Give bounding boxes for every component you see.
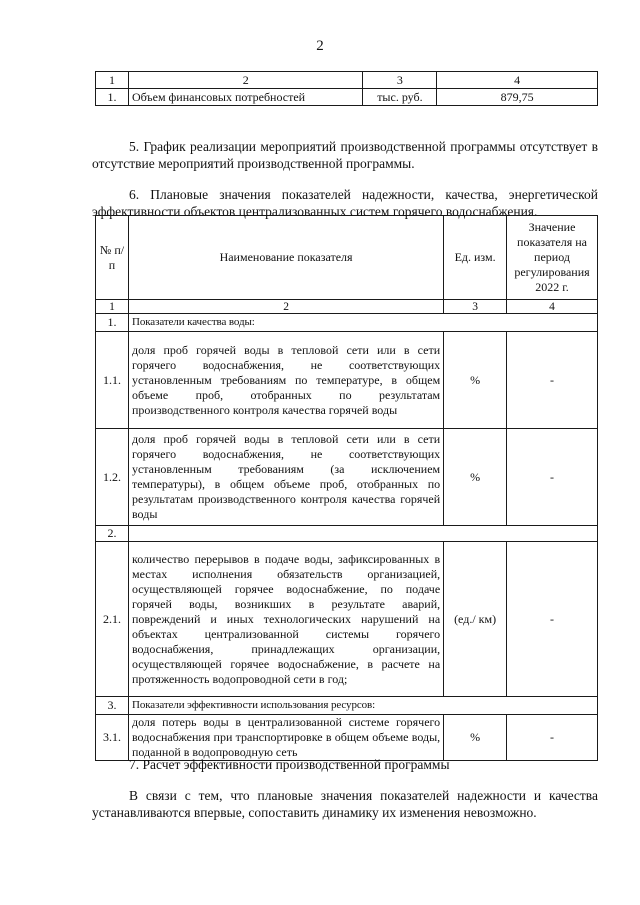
section-3-num: 3. xyxy=(96,697,129,715)
header-unit: Ед. изм. xyxy=(444,216,507,300)
indicators-table xyxy=(95,215,598,761)
row-2-1-num: 2.1. xyxy=(96,542,129,697)
row-2-1-value: - xyxy=(507,542,598,697)
row-1-2-value: - xyxy=(507,429,598,526)
paragraph-7: 7. Расчет эффективности производственной программы xyxy=(129,756,450,772)
row-3-1-name: доля потерь воды в централизованной системе горячего водоснабжения при транспортировке в общем объеме воды, поданной в водопроводную сеть xyxy=(128,715,443,761)
row-3-1-num: 3.1. xyxy=(96,715,129,761)
section-row xyxy=(96,526,598,542)
row-3-1-value: - xyxy=(507,715,598,761)
paragraph-6: 6. Плановые значения показателей надежности, качества, энергетической эффективности объектов централизованных систем горячего водоснабжения. xyxy=(92,186,598,219)
section-1-num: 1. xyxy=(96,314,129,332)
table-row xyxy=(96,542,598,697)
row-1-2-unit: % xyxy=(444,429,507,526)
row-2-1-name: количество перерывов в подаче воды, зафиксированных в местах исполнения обязательств организацией, осуществляющей горячее водоснабжение, по подаче горячей воды, возникших в результате аварий, повреждений и иных технологических нарушений на объектах централизованной системы горячего водоснабжения, принадлежащих организации, осуществляющей горячее водоснабжение, в расчете на протяженность водопроводной сети в год; xyxy=(128,542,443,697)
section-row xyxy=(96,314,598,332)
section-3-title: Показатели эффективности использования ресурсов: xyxy=(128,697,597,715)
financing-table xyxy=(95,71,598,106)
paragraph-8: В связи с тем, что плановые значения показателей надежности и качества устанавливаются впервые, сопоставить динамику их изменения невозможно. xyxy=(92,787,598,820)
header-value: Значение показателя на период регулирования 2022 г. xyxy=(507,216,598,300)
header-num: № п/п xyxy=(96,216,129,300)
section-2-title xyxy=(128,526,597,542)
table-row xyxy=(96,429,598,526)
row-1-2-num: 1.2. xyxy=(96,429,129,526)
column-number-3: 3 xyxy=(444,300,507,314)
financing-header-col-4: 4 xyxy=(437,72,598,89)
section-row xyxy=(96,697,598,715)
header-name: Наименование показателя xyxy=(128,216,443,300)
financing-table-header-row xyxy=(96,72,598,89)
row-2-1-unit: (ед./ км) xyxy=(444,542,507,697)
financing-header-col-2: 2 xyxy=(128,72,363,89)
row-1-1-name: доля проб горячей воды в тепловой сети или в сети горячего водоснабжения, не соответствующих установленным требованиям по температуре, в общем объеме проб, отобранных по результатам производственного контроля качества горячей воды xyxy=(128,332,443,429)
financing-row-unit: тыс. руб. xyxy=(363,89,437,106)
financing-header-col-3: 3 xyxy=(363,72,437,89)
column-number-1: 1 xyxy=(96,300,129,314)
row-1-1-unit: % xyxy=(444,332,507,429)
table-row xyxy=(96,715,598,761)
financing-row-value: 879,75 xyxy=(437,89,598,106)
financing-row-num: 1. xyxy=(96,89,129,106)
row-3-1-unit: % xyxy=(444,715,507,761)
row-1-1-num: 1.1. xyxy=(96,332,129,429)
paragraph-5: 5. График реализации мероприятий производственной программы отсутствует в отсутствие мероприятий производственной программы. xyxy=(92,138,598,171)
column-number-4: 4 xyxy=(507,300,598,314)
indicators-header-row xyxy=(96,216,598,300)
financing-header-col-1: 1 xyxy=(96,72,129,89)
column-numbers-row xyxy=(96,300,598,314)
row-1-1-value: - xyxy=(507,332,598,429)
table-row xyxy=(96,332,598,429)
section-1-title: Показатели качества воды: xyxy=(128,314,597,332)
column-number-2: 2 xyxy=(128,300,443,314)
page-number: 2 xyxy=(316,38,324,54)
financing-row-name: Объем финансовых потребностей xyxy=(128,89,363,106)
row-1-2-name: доля проб горячей воды в тепловой сети или в сети горячего водоснабжения, не соответствующих установленным требованиям (за исключением температуры), в общем объеме проб, отобранных по результатам производственного контроля качества горячей воды xyxy=(128,429,443,526)
table-row xyxy=(96,89,598,106)
section-2-num: 2. xyxy=(96,526,129,542)
